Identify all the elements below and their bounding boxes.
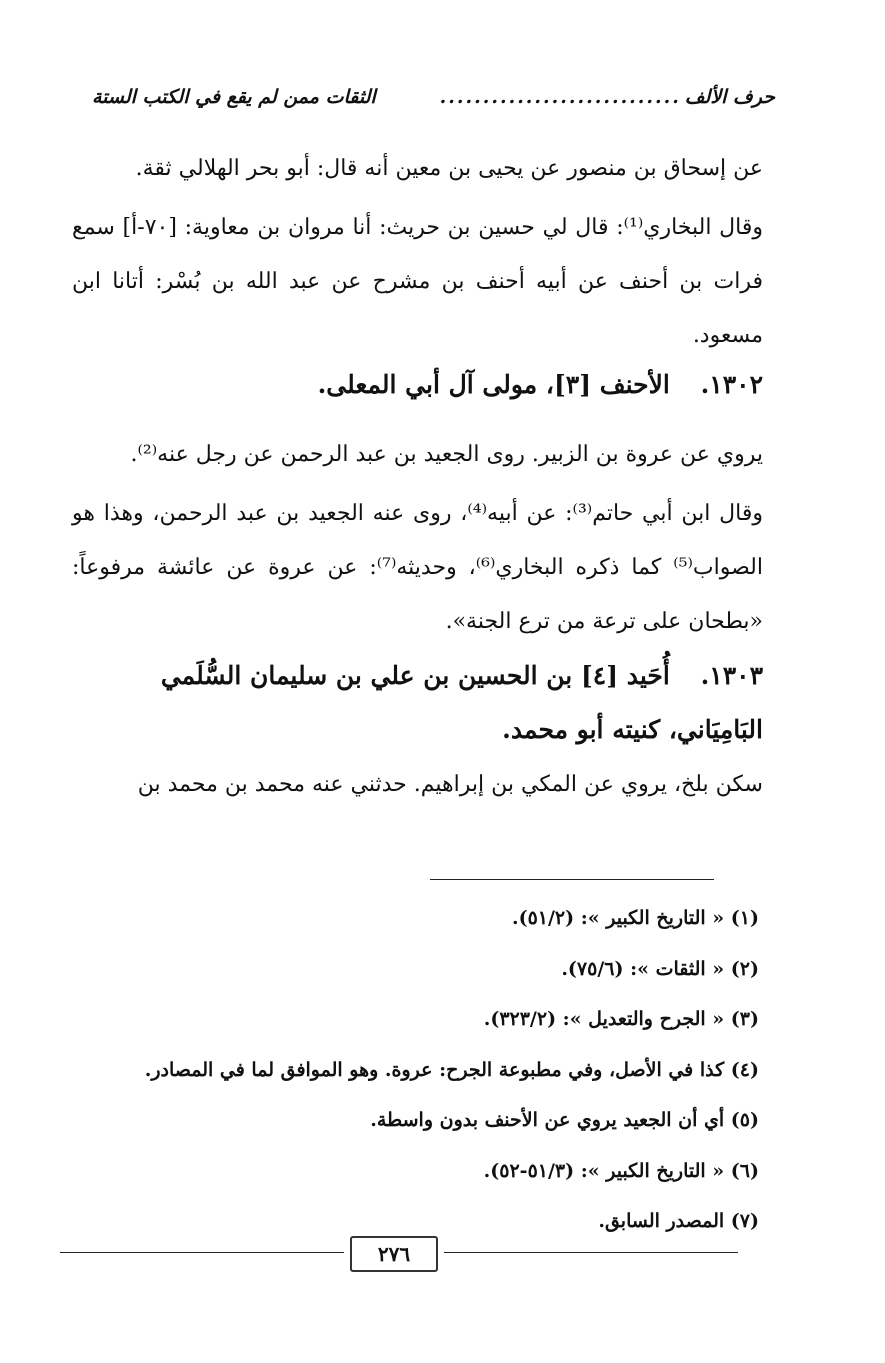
bottom-rule-left xyxy=(60,1252,344,1253)
footnote-separator xyxy=(430,879,714,880)
entry-heading-1303 xyxy=(72,649,763,757)
bottom-rule-right xyxy=(444,1252,738,1253)
running-header xyxy=(92,86,775,118)
paragraph: وقال البخاري⁽¹⁾: قال لي حسين بن حريث: أنا مروان بن معاوية: [٧٠-أ] سمع فرات بن أحنف عن أبيه أحنف بن مشرح عن عبد الله بن بُسْر: أتانا ابن مسعود. xyxy=(72,215,763,348)
footnote: (٦) « التاريخ الكبير »: (٥١/٣-٥٢). xyxy=(483,1159,759,1182)
entry-title: الأحنف [٣]، مولى آل أبي المعلى. xyxy=(317,370,670,399)
paragraph: وقال ابن أبي حاتم⁽³⁾: عن أبيه⁽⁴⁾، روى عنه الجعيد بن عبد الرحمن، وهذا هو الصواب⁽⁵⁾ كما ذكره البخاري⁽⁶⁾، وحديثه⁽⁷⁾: عن عروة عن عائشة مرفوعاً: «بطحان على ترعة من ترع الجنة». xyxy=(72,501,764,634)
paragraph: يروي عن عروة بن الزبير. روى الجعيد بن عبد الرحمن عن رجل عنه⁽²⁾. xyxy=(130,442,763,467)
paragraph: سكن بلخ، يروي عن المكي بن إبراهيم. حدثني عنه محمد بن محمد بن xyxy=(137,772,763,797)
header-chapter: حرف الألف xyxy=(684,86,775,108)
footnote: (٥) أي أن الجعيد يروي عن الأحنف بدون واسطة. xyxy=(370,1109,759,1131)
footnote: (٣) « الجرح والتعديل »: (٣٢٣/٢). xyxy=(483,1008,759,1030)
header-book-title: الثقات ممن لم يقع في الكتب الستة xyxy=(92,86,376,108)
paragraph: عن إسحاق بن منصور عن يحيى بن معين أنه قال: أبو بحر الهلالي ثقة. xyxy=(135,156,763,181)
footnotes xyxy=(140,893,759,1247)
footnote: (١) « التاريخ الكبير »: (٥١/٢). xyxy=(511,907,759,929)
page-number: ٢٧٦ xyxy=(350,1236,438,1272)
entry-number: ١٣٠٣. xyxy=(700,661,763,690)
entry-number: ١٣٠٢. xyxy=(700,370,763,399)
entry-title: أُحَيد [٤] بن الحسين بن علي بن سليمان السُّلَمي البَامِيَاني، كنيته أبو محمد. xyxy=(160,661,763,744)
entry-heading-1302 xyxy=(72,358,763,412)
footnote: (٧) المصدر السابق. xyxy=(598,1210,759,1232)
footnote: (٤) كذا في الأصل، وفي مطبوعة الجرح: عروة. وهو الموافق لما في المصادر. xyxy=(144,1058,759,1081)
footnote: (٢) « الثقات »: (٧٥/٦). xyxy=(561,957,759,980)
header-dots: ............................ xyxy=(439,86,681,108)
